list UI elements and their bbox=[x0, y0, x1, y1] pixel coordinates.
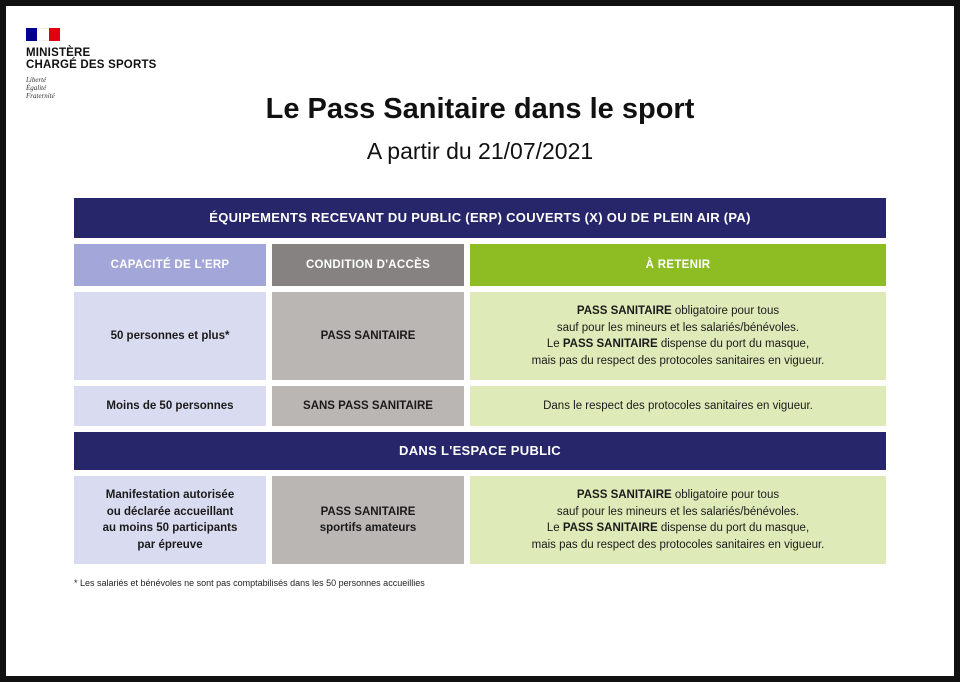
footnote: * Les salariés et bénévoles ne sont pas comptabilisés dans les 50 personnes accueillies bbox=[74, 578, 425, 588]
public-row-condition bbox=[272, 476, 464, 564]
french-flag-icon bbox=[26, 28, 60, 41]
row1-retain bbox=[470, 292, 886, 380]
public-retain-line2: sauf pour les mineurs et les salariés/bénévoles. bbox=[556, 505, 800, 518]
row2-condition: SANS PASS SANITAIRE bbox=[272, 386, 464, 426]
motto-egalite: Égalité bbox=[26, 84, 47, 92]
capacity-column-header: CAPACITÉ DE L'ERP bbox=[74, 244, 266, 286]
public-retain-line3: Le PASS SANITAIRE dispense du port du masque, bbox=[546, 522, 810, 534]
ministry-name bbox=[26, 47, 157, 71]
page-subtitle: A partir du 21/07/2021 bbox=[366, 138, 594, 164]
public-retain-line1: PASS SANITAIRE obligatoire pour tous bbox=[576, 489, 780, 501]
row1-retain-line1: PASS SANITAIRE obligatoire pour tous bbox=[576, 305, 780, 317]
public-condition-line1: PASS SANITAIRE bbox=[320, 505, 416, 518]
row2-retain: Dans le respect des protocoles sanitaires en vigueur. bbox=[470, 386, 886, 426]
ministry-line-1: MINISTÈRE bbox=[26, 47, 91, 59]
erp-section-header: ÉQUIPEMENTS RECEVANT DU PUBLIC (ERP) COUVERTS (X) OU DE PLEIN AIR (PA) bbox=[74, 198, 886, 238]
retain-column-header: À RETENIR bbox=[470, 244, 886, 286]
document-page bbox=[6, 6, 954, 676]
condition-column-header: CONDITION D'ACCÈS bbox=[272, 244, 464, 286]
motto-fraternite: Fraternité bbox=[26, 92, 55, 100]
row2-capacity: Moins de 50 personnes bbox=[74, 386, 266, 426]
public-capacity-line1: Manifestation autorisée bbox=[105, 489, 235, 501]
public-row-capacity bbox=[74, 476, 266, 564]
public-space-section-header: DANS L'ESPACE PUBLIC bbox=[74, 432, 886, 470]
motto-liberte: Liberté bbox=[26, 76, 47, 84]
ministry-line-2: CHARGÉ DES SPORTS bbox=[26, 59, 157, 71]
public-capacity-line3: au moins 50 participants bbox=[102, 522, 238, 534]
public-capacity-line4: par épreuve bbox=[137, 538, 203, 551]
page-title: Le Pass Sanitaire dans le sport bbox=[265, 93, 695, 125]
public-row-retain bbox=[470, 476, 886, 564]
row1-capacity: 50 personnes et plus* bbox=[74, 292, 266, 380]
row1-retain-line4: mais pas du respect des protocoles sanitaires en vigueur. bbox=[531, 354, 825, 367]
row1-condition: PASS SANITAIRE bbox=[272, 292, 464, 380]
ministry-logo bbox=[26, 28, 157, 100]
row1-retain-line2: sauf pour les mineurs et les salariés/bénévoles. bbox=[556, 321, 800, 334]
row1-retain-line3: Le PASS SANITAIRE dispense du port du masque, bbox=[546, 338, 810, 350]
public-retain-line4: mais pas du respect des protocoles sanitaires en vigueur. bbox=[531, 538, 825, 551]
public-condition-line2: sportifs amateurs bbox=[319, 522, 417, 534]
public-capacity-line2: ou déclarée accueillant bbox=[106, 505, 234, 518]
